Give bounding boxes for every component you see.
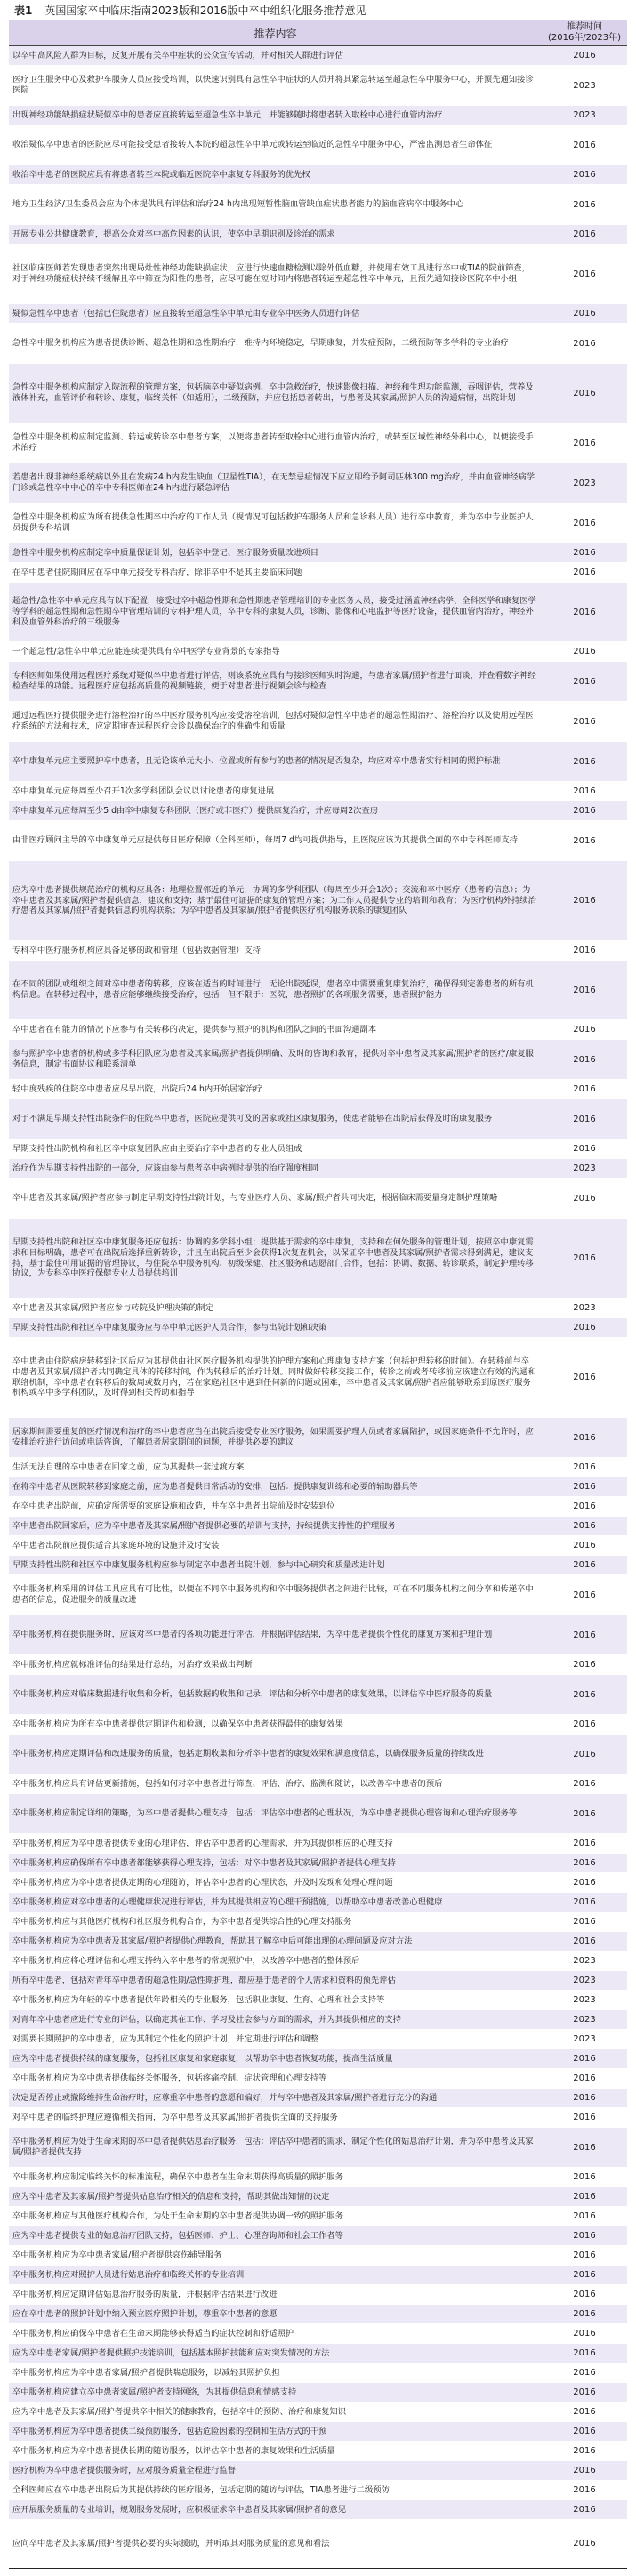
table-row: [9, 125, 627, 165]
recommendation-year: 2023: [573, 1163, 596, 1173]
table-row: [9, 1517, 627, 1536]
table-row: [9, 583, 627, 642]
table-row: [9, 742, 627, 782]
table-row: [9, 1080, 627, 1099]
recommendation-year: 2016: [573, 647, 596, 656]
recommendation-text: 开展专业公共健康教育，提高公众对卒中高危因素的认识，使卒中早期识别及诊治的需求: [12, 229, 335, 239]
table-row: [9, 1418, 627, 1458]
recommendation-year: 2016: [573, 199, 596, 210]
recommendation-year: 2016: [573, 1858, 596, 1868]
table-row: [9, 1893, 627, 1912]
table-row: [9, 1932, 627, 1952]
recommendation-year: 2016: [573, 1560, 596, 1570]
recommendation-year: 2016: [573, 338, 596, 349]
table-row: [9, 2422, 627, 2442]
recommendation-year: 2023: [573, 1303, 596, 1313]
recommendation-year: 2016: [573, 2211, 596, 2221]
recommendation-year: 2016: [573, 1114, 596, 1124]
table-caption: [9, 4, 627, 20]
table-row: [9, 364, 627, 423]
header-recommendation: 推荐内容: [254, 27, 297, 40]
recommendation-year: 2016: [573, 2309, 596, 2319]
table-row: [9, 1794, 627, 1834]
recommendation-year: 2016: [573, 2073, 596, 2083]
recommendation-text: 卒中患者及其家属/照护者应参与转院及护理决策的制定: [12, 1302, 214, 1313]
recommendation-year: 2016: [573, 2446, 596, 2456]
recommendation-year: 2016: [573, 2329, 596, 2339]
recommendation-text: 卒中服务机构应对临床数据进行收集和分析，包括数据的收集和记录，评估和分析卒中患者的康复效果，以评估卒中医疗服务的质量: [12, 1689, 493, 1700]
table-row: [9, 1179, 627, 1219]
recommendation-text: 医疗卫生服务中心及救护车服务人员应接受培训，以快速识别具有急性卒中症状的人员并将其紧急转运至超急性卒中服务中心，并预先通知接诊医院: [12, 75, 534, 95]
recommendation-year: 2016: [573, 2290, 596, 2299]
recommendation-text: 卒中服务机构应为卒中患者家属/照护者提供喘息服务，以减轻其照护负担: [12, 2367, 280, 2378]
recommendation-text: 卒中服务机构应确保卒中患者在生命末期能够获得适当的症状控制和舒适照护: [12, 2328, 294, 2339]
recommendation-text: 卒中服务机构应为卒中患者提供专业的心理评估，评估卒中患者的心理需求，并为其提供相应的心理支持: [12, 1838, 393, 1848]
recommendation-year: 2016: [573, 1323, 596, 1332]
recommendation-year: 2016: [573, 2093, 596, 2103]
table-row: [9, 2010, 627, 2030]
table-row: [9, 1458, 627, 1477]
recommendation-text: 急性卒中服务机构应为患者提供诊断、超急性期和急性期治疗，维持内环境稳定，早期康复，并发症预防，二级预防等多学科的专业治疗: [12, 338, 509, 349]
table-row: [9, 2207, 627, 2226]
recommendation-year: 2016: [573, 2054, 596, 2064]
recommendation-year: 2016: [573, 1025, 596, 1034]
recommendation-text: 卒中服务机构应与其他医疗机构和社区服务机构合作，为卒中患者提供综合性的心理支持服务: [12, 1916, 352, 1927]
recommendation-text: 卒中服务机构应定期评估和改进服务的质量，包括定期收集和分析卒中患者的康复效果和满意度信息，以确保服务质量的持续改进: [12, 1749, 484, 1759]
recommendation-text: 卒中服务机构应将心理评估和心理支持纳入卒中患者的常规照护中，以改善卒中患者的整体预后: [12, 1955, 360, 1966]
recommendation-text: 卒中服务机构应为所有卒中患者提供定期评估和检测，以确保卒中患者获得最佳的康复效果: [12, 1719, 343, 1729]
recommendation-year: 2016: [573, 1521, 596, 1531]
recommendation-year: 2016: [573, 1808, 596, 1819]
table-row: [9, 46, 627, 66]
table-row: [9, 1497, 627, 1517]
recommendation-text: 若患者出现非神经系统病以外且在发病24 h内发生缺血（卫星性TIA），在无禁忌症情况下应立即给予阿司匹林300 mg治疗，并由血管神经病学门诊或急性卒中中心的卒中专科医师在24 h内进行紧急评估: [12, 472, 535, 493]
recommendation-year: 2016: [573, 518, 596, 528]
recommendation-year: 2016: [573, 2250, 596, 2260]
table-row: [9, 1477, 627, 1497]
table-row: [9, 2226, 627, 2246]
recommendation-text: 应为卒中患者提供专业的姑息治疗团队支持，包括医师、护士、心理咨询师和社会工作者等: [12, 2230, 343, 2241]
recommendation-text: 早期支持性出院和社区卒中康复服务还应包括：协调的多学科小组；提供基于需求的卒中康复，支持和在何处服务的管理计划，按照卒中康复需求和目标明确，患者可在出院后选择重新转诊，并且在出院后至少会获得1次复查机会，以保证卒中患者及其家属/照护者需求得到满足，建议支持，基于最佳可用证据的管理协议，与住院卒中服务机构、初级保健、社区服务和志愿部门合作，包括：协调、数据、转诊联系，制定护理转移协议，为专科卒中医疗保健专业人员提供培训: [12, 1236, 534, 1279]
recommendation-text: 卒中服务机构在提供服务时，应该对卒中患者的各项功能进行评估，并根据评估结果，为卒中患者提供个性化的康复方案和护理计划: [12, 1630, 493, 1640]
recommendation-text: 卒中服务机构应具有评估更新措施，包括如何对卒中患者进行筛查、评估、治疗、监测和随访，以改善卒中患者的预后: [12, 1778, 443, 1789]
header-time-years: (2016年/2023年): [547, 33, 622, 43]
recommendation-text: 应向卒中患者及其家属/照护者提供必要的实际援助，并听取其对服务质量的意见和看法: [12, 2538, 330, 2548]
recommendation-text: 卒中服务机构应为卒中患者提供二级预防服务，包括危险因素的控制和生活方式的干预: [12, 2426, 327, 2436]
recommendation-year: 2016: [573, 1482, 596, 1492]
table-row: [9, 782, 627, 801]
recommendation-year: 2016: [573, 786, 596, 796]
recommendation-text: 卒中服务机构应建立卒中患者家属/照护者支持网络，为其提供信息和情感支持: [12, 2387, 297, 2397]
table-row: [9, 2266, 627, 2285]
table-label: 表1: [14, 4, 33, 17]
table-row: [9, 543, 627, 563]
table-row: [9, 2128, 627, 2168]
table-row: [9, 225, 627, 245]
table-row: [9, 1318, 627, 1338]
recommendation-text: 由非医疗顾问主导的卒中康复单元应提供每日医疗保障（全科医师），每周7 d均可提供指导，且医院应该为其提供全面的卒中专科医师支持: [12, 835, 518, 846]
recommendation-year: 2016: [573, 2113, 596, 2122]
recommendation-text: 对青年卒中患者应进行专业的评估，以确定其在工作、学习及社会参与方面的需求，并为其提供相应的支持: [12, 2014, 401, 2025]
recommendation-text: 决定是否停止或撤除维持生命治疗时，应尊重卒中患者的意愿和偏好，并与卒中患者及其家属/照护者进行充分的沟通: [12, 2092, 438, 2103]
recommendation-text: 卒中服务机构应为卒中患者提供长期的随访服务，以评估卒中患者的康复效果和生活质量: [12, 2445, 335, 2456]
recommendation-text: 卒中服务机构应就标准评估的结果进行总结，对治疗效果做出判断: [12, 1659, 253, 1670]
table-row: [9, 423, 627, 463]
recommendation-text: 治疗作为早期支持性出院的一部分，应该由参与患者卒中病例时提供的治疗强度相同: [12, 1163, 318, 1173]
table-row: [9, 2500, 627, 2520]
recommendation-year: 2016: [573, 1054, 596, 1065]
recommendation-text: 全科医师应在卒中患者出院后为其提供持续的医疗服务，包括定期的随访与评估，TIA患者进行二级预防: [12, 2484, 390, 2495]
table-row: [9, 1536, 627, 1556]
table-row: [9, 185, 627, 225]
table-row: [9, 503, 627, 543]
table-row: [9, 1159, 627, 1179]
recommendation-text: 对于不满足早期支持性出院条件的住院卒中患者，医院应提供可及的居家或社区康复服务，使患者能够在出院后获得及时的康复服务: [12, 1114, 493, 1124]
recommendation-text: 早期支持性出院和社区卒中康复服务机构应参与制定卒中患者出院计划，参与中心研究和质量改进计划: [12, 1559, 385, 1570]
recommendation-year: 2016: [573, 1936, 596, 1946]
recommendation-text: 应开展服务质量的专业培训，规划服务发展时，应积极征求卒中患者及其家属/照护者的意见: [12, 2504, 347, 2515]
table-row: [9, 2363, 627, 2383]
recommendation-text: 通过远程医疗提供服务进行溶栓治疗的卒中医疗服务机构应接受溶栓培训，包括对疑似急性卒中患者的超急性期治疗、溶栓治疗以及使用远程医疗系统的方法和技术，应定期审查远程医疗会诊以确保治疗的准确性和质量: [12, 711, 534, 731]
header-time-label: 推荐时间: [567, 22, 602, 32]
recommendation-text: 轻中度残疾的住院卒中患者应尽早出院，出院后24 h内开始居家治疗: [12, 1083, 262, 1094]
recommendation-text: 在卒中患者出院前，应确定所需要的家庭设施和改造，并在卒中患者出院前及时安装到位: [12, 1501, 335, 1511]
table-row: [9, 1615, 627, 1655]
recommendation-text: 应为卒中患者提供持续的康复服务，包括社区康复和家庭康复，以帮助卒中患者恢复功能，提高生活质量: [12, 2053, 393, 2064]
recommendation-year: 2023: [573, 110, 596, 120]
table-row: [9, 821, 627, 861]
table-row: [9, 1575, 627, 1615]
recommendation-table: [9, 20, 627, 2569]
table-row: [9, 1299, 627, 1318]
recommendation-text: 卒中服务机构应为卒中患者提供临终关怀服务，包括疼痛控制、症状管理和心理支持等: [12, 2073, 327, 2083]
recommendation-text: 所有卒中患者，包括对青年卒中患者的超急性期/急性期护理，都应基于患者的个人需求和资料的预先评估: [12, 1975, 396, 1985]
recommendation-year: 2016: [573, 229, 596, 239]
table-header: [9, 20, 627, 46]
recommendation-year: 2016: [573, 438, 596, 448]
recommendation-year: 2016: [573, 2142, 596, 2153]
recommendation-text: 应在卒中患者的照护计划中纳入预立医疗照护计划，尊重卒中患者的意愿: [12, 2308, 278, 2319]
recommendation-text: 卒中服务机构应制定详细的策略，为卒中患者提供心理支持，包括：评估卒中患者的心理状况，为卒中患者提供心理咨询和心理治疗服务等: [12, 1808, 518, 1819]
table-row: [9, 1219, 627, 1299]
recommendation-year: 2016: [573, 1373, 596, 1382]
recommendation-year: 2016: [573, 607, 596, 617]
recommendation-text: 急性卒中服务机构应为所有提供急性期卒中治疗的工作人员（视情况可包括救护车服务人员和急诊科人员）进行卒中教育，并为卒中专业医护人员提供专科培训: [12, 512, 534, 533]
recommendation-year: 2016: [573, 2192, 596, 2202]
recommendation-year: 2016: [573, 1541, 596, 1550]
table-row: [9, 1675, 627, 1715]
table-row: [9, 2246, 627, 2266]
table-row: [9, 941, 627, 961]
recommendation-year: 2023: [573, 478, 596, 488]
recommendation-year: 2023: [573, 1995, 596, 2005]
recommendation-text: 急性卒中服务机构应制定入院流程的管理方案，包括脑卒中疑似病例、卒中急救治疗，快速影像扫描、神经和生理功能监测，吞咽评估，营养及液体补充，血管评价和转诊、康复，临终关怀（如适用），二级预防，并应包括患者转出，与患者及其家属/照护人员的沟通病情，出院计划: [12, 382, 534, 403]
recommendation-year: 2016: [573, 2485, 596, 2495]
table-row: [9, 1556, 627, 1575]
table-row: [9, 801, 627, 821]
table-row: [9, 1873, 627, 1893]
recommendation-text: 对需要长期照护的卒中患者，应为其制定个性化的照护计划，并定期进行评估和调整: [12, 2033, 318, 2044]
table-title: 英国国家卒中临床指南2023版和2016版中卒中组织化服务推荐意见: [44, 4, 366, 17]
recommendation-year: 2016: [573, 1917, 596, 1927]
recommendation-text: 对卒中患者的临终护理应遵循相关指南，为卒中患者及其家属/照护者提供全面的支持服务: [12, 2112, 338, 2122]
recommendation-text: 应为卒中患者提供规范治疗的机构应具备：地理位置邻近的单元；协调的多学科团队（每周至少开会1次）；交流和卒中医疗（患者的信息）；为卒中患者及其家属/照护者提供信息，建议和支持；基于最佳可证据的康复的管理方案；为工作人员提供专业的培训和教育；为医疗机构外持续治疗患者及其家属/照护者提供信息的机构联系；为卒中患者及其家属/照护者提供医疗机构服务联系的康复团队: [12, 884, 536, 916]
recommendation-text: 以卒中高风险人群为目标，反复开展有关卒中症状的公众宣传活动，并对相关人群进行评估: [12, 50, 343, 60]
recommendation-text: 卒中服务机构应确保所有卒中患者都能够获得心理支持，包括：对卒中患者及其家属/照护者提供心理支持: [12, 1857, 396, 1868]
table-row: [9, 1854, 627, 1873]
recommendation-text: 急性卒中服务机构应制定监测、转运或转诊卒中患者方案，以便将患者转至取栓中心进行血管内治疗，或转至区域性神经外科中心，以便接受手术治疗: [12, 432, 534, 453]
recommendation-text: 卒中服务机构应对卒中患者的心理健康状况进行评估，并为其提供相应的心理干预措施，以帮助卒中患者改善心理健康: [12, 1896, 443, 1907]
recommendation-text: 专科医师如果使用远程医疗系统对疑似卒中患者进行评估，则该系统应具有与接诊医师实时沟通，与患者家属/照护者进行面谈，并查看数字神经检查结果的功能。远程医疗应包括高质量的视频链接，便于对患者进行视频会诊与检查: [12, 671, 536, 691]
recommendation-text: 卒中康复单元应主要照护卒中患者，且无论该单元大小、位置或所有参与的患者的情况是否复杂，均应对卒中患者实行相同的照护标准: [12, 756, 501, 767]
recommendation-year: 2016: [573, 1630, 596, 1640]
recommendation-text: 卒中患者及其家属/照护者应参与制定早期支持性出院计划，与专业医疗人员、家属/照护者共同决定，根据临床需要量身定制护理策略: [12, 1193, 498, 1203]
recommendation-text: 卒中服务机构应对照护人员进行姑息治疗和临终关怀的专业培训: [12, 2269, 245, 2280]
table-row: [9, 66, 627, 106]
table-row: [9, 2089, 627, 2108]
recommendation-year: 2016: [573, 1144, 596, 1154]
recommendation-text: 应为卒中患者及其家属/照护者提供卒中相关的健康教育，包括卒中的预防、治疗和康复知识: [12, 2406, 347, 2417]
recommendation-year: 2023: [573, 1956, 596, 1966]
table-row: [9, 1834, 627, 1854]
table-row: [9, 1020, 627, 1040]
table-row: [9, 2520, 627, 2568]
table-row: [9, 1775, 627, 1794]
table-row: [9, 245, 627, 304]
recommendation-year: 2016: [573, 1839, 596, 1848]
recommendation-year: 2016: [573, 1689, 596, 1700]
table-row: [9, 2383, 627, 2403]
recommendation-text: 地方卫生经济/卫生委员会应为个体提供具有评估和治疗24 h内出现短暂性脑血管缺血症状患者能力的脑血管病卒中服务中心: [12, 199, 464, 210]
recommendation-year: 2016: [573, 946, 596, 955]
recommendation-year: 2016: [573, 1084, 596, 1094]
recommendation-text: 专科卒中医疗服务机构应具备足够的政和管理（包括数据管理）支持: [12, 945, 261, 955]
table-row: [9, 2069, 627, 2089]
recommendation-text: 卒中服务机构应制定临终关怀的标准流程，确保卒中患者在生命末期获得高质量的照护服务: [12, 2171, 343, 2182]
table-row: [9, 2403, 627, 2422]
recommendation-year: 2016: [573, 806, 596, 816]
table-row: [9, 106, 627, 125]
recommendation-text: 卒中服务机构应定期评估姑息治疗服务的质量，并根据评估结果进行改进: [12, 2289, 278, 2299]
recommendation-year: 2016: [573, 2172, 596, 2182]
recommendation-year: 2016: [573, 1432, 596, 1443]
recommendation-year: 2016: [573, 2427, 596, 2436]
table-row: [9, 2481, 627, 2500]
recommendation-year: 2023: [573, 80, 596, 91]
table-row: [9, 2168, 627, 2187]
recommendation-text: 急性卒中服务机构应制定卒中质量保证计划，包括卒中登记、医疗服务质量改进项目: [12, 547, 318, 558]
recommendation-year: 2016: [573, 309, 596, 318]
table-row: [9, 702, 627, 742]
recommendation-year: 2016: [573, 1590, 596, 1600]
recommendation-year: 2016: [573, 1749, 596, 1759]
recommendation-text: 参与照护卒中患者的机构或多学科团队应为患者及其家属/照护者提供明确、及时的咨询和教育，提供对卒中患者及其家属/照护者的医疗/康复服务信息，制定书面协议和联系清单: [12, 1049, 534, 1069]
table-row: [9, 2049, 627, 2069]
recommendation-text: 卒中服务机构应为年轻的卒中患者提供年龄相关的专业服务，包括职业康复、生育、心理和社会支持等: [12, 1994, 385, 2005]
table-row: [9, 2461, 627, 2481]
recommendation-year: 2016: [573, 568, 596, 577]
table-row: [9, 1099, 627, 1139]
table-row: [9, 1991, 627, 2010]
recommendation-text: 卒中服务机构应为卒中患者提供定期的心理随访，评估卒中患者的心理状态，并及时发现和处理心理问题: [12, 1877, 393, 1888]
recommendation-year: 2016: [573, 1897, 596, 1907]
table-row: [9, 304, 627, 324]
recommendation-text: 应为卒中患者及其家属/照护者提供姑息治疗相关的信息和支持，帮助其做出知情的决定: [12, 2191, 330, 2202]
recommendation-year: 2016: [573, 1779, 596, 1789]
table-row: [9, 1912, 627, 1932]
recommendation-year: 2016: [573, 2407, 596, 2417]
table-row: [9, 2187, 627, 2207]
recommendation-text: 卒中患者出院回家后，应为卒中患者及其家属/照护者提供必要的培训与支持，持续提供支持性的护理服务: [12, 1520, 396, 1531]
recommendation-text: 生活无法自理的卒中患者在回家之前，应为其提供一套过渡方案: [12, 1461, 245, 1472]
recommendation-text: 医疗机构为卒中患者提供服务时，应对服务质量全程进行监督: [12, 2465, 237, 2475]
recommendation-year: 2016: [573, 896, 596, 906]
recommendation-year: 2016: [573, 2466, 596, 2475]
table-row: [9, 2324, 627, 2344]
recommendation-year: 2023: [573, 2015, 596, 2025]
recommendation-year: 2016: [573, 985, 596, 995]
recommendation-text: 收治疑似卒中患者的医院应尽可能接受患者接转入本院的超急性卒中单元或转运至临近的急性卒中服务中心，严密监测患者生命体征: [12, 140, 493, 150]
table-row: [9, 463, 627, 503]
recommendation-year: 2016: [573, 676, 596, 687]
recommendation-text: 卒中患者由住院病房转移到社区后应为其提供由社区医疗服务机构提供的护理方案和心理康复支持方案（包括护理转移的时间）。在转移前与卒中患者及其家属/照护者共同确定具体的转移时间，作为转移后的治疗计划。同时做好转移交接工作，转诊之前或者转移前应该建立有效的沟通和联络机制，卒中患者在转移后的数周或数月内，若在家庭/社区中遇到任何新的问题或困难，卒中患者及其家属/照护者应能够联系到原医疗服务机构或卒中多学科团队，及时得到相关帮助和指导: [12, 1356, 536, 1398]
recommendation-year: 2016: [573, 51, 596, 60]
table-row: [9, 1655, 627, 1675]
recommendation-year: 2016: [573, 756, 596, 767]
recommendation-text: 社区临床医师若发现患者突然出现局灶性神经功能缺损症状，应进行快速血糖检测以除外低血糖，并使用有效工具进行卒中或TIA的院前筛查，对于神经功能症状持续不缓解且卒中筛查为阳性的患者，应尽可能在短时间内将患者转运至超急性卒中单元，且预先通知接诊医院卒中小组: [12, 263, 530, 284]
recommendation-text: 卒中患者在有能力的情况下应参与有关转移的决定，提供参与照护的机构和团队之间的书面沟通副本: [12, 1024, 377, 1034]
table-row: [9, 1338, 627, 1418]
recommendation-text: 早期支持性出院和社区卒中康复服务应与卒中单元医护人员合作，参与出院计划和决策: [12, 1322, 327, 1332]
table-row: [9, 1139, 627, 1159]
recommendation-year: 2016: [573, 2539, 596, 2548]
recommendation-year: 2016: [573, 1193, 596, 1203]
table-row: [9, 2285, 627, 2305]
recommendation-year: 2016: [573, 835, 596, 846]
table-row: [9, 324, 627, 364]
table-row: [9, 1715, 627, 1735]
recommendation-year: 2016: [573, 1660, 596, 1670]
recommendation-text: 卒中服务机构应为处于生命末期的卒中患者提供姑息治疗服务，包括：评估卒中患者的需求，制定个性化的姑息治疗计划，并为卒中患者及其家属/照护者提供支持: [12, 2137, 534, 2157]
table-row: [9, 165, 627, 185]
recommendation-year: 2016: [573, 1719, 596, 1729]
recommendation-year: 2016: [573, 1501, 596, 1511]
table-row: [9, 1971, 627, 1991]
recommendation-text: 收治卒中患者的医院应具有将患者转至本院或临近医院卒中康复专科服务的优先权: [12, 169, 310, 180]
recommendation-text: 在将卒中患者从医院转移到家庭之前，应为患者提供日常活动的安排，包括：提供康复训练和必要的辅助器具等: [12, 1481, 418, 1492]
recommendation-text: 居家期间需要重复的医疗情况和治疗的卒中患者应当在出院后接受专业医疗服务，如果需要护理人员或者家属陪护，或因家庭条件不允许时，应安排治疗进行访问或电话咨询，了解患者居家期间的问题，并提供必要的建议: [12, 1427, 534, 1447]
recommendation-text: 卒中康复单元应每周至少5 d由卒中康复专科团队（医疗或非医疗）提供康复治疗，并应每周2次查房: [12, 805, 379, 816]
recommendation-year: 2023: [573, 1976, 596, 1985]
table-row: [9, 2344, 627, 2363]
table-body: [9, 46, 627, 2568]
recommendation-year: 2016: [573, 269, 596, 279]
recommendation-year: 2016: [573, 2231, 596, 2241]
recommendation-year: 2016: [573, 2387, 596, 2397]
recommendation-year: 2016: [573, 2348, 596, 2358]
recommendation-year: 2016: [573, 2270, 596, 2280]
table-row: [9, 1952, 627, 1971]
recommendation-year: 2016: [573, 2368, 596, 2378]
recommendation-text: 一个超急性/急性卒中单元应能连续提供具有卒中医学专业背景的专家指导: [12, 646, 280, 656]
recommendation-text: 在不同的团队或组织之间对卒中患者的转移，应该在适当的时间进行，无论出院延误，患者卒中需要重复康复治疗，确保得到完善患者的所有机构信息。在转移过程中，患者应能够继续接受治疗，包括：但不限于：医院，患者照护的各项服务需要，患者照护能力: [12, 979, 534, 1000]
table-row: [9, 662, 627, 702]
table-row: [9, 2442, 627, 2461]
recommendation-year: 2016: [573, 170, 596, 180]
recommendation-text: 早期支持性出院机构和社区卒中康复团队应由主要治疗卒中患者的专业人员组成: [12, 1143, 302, 1154]
recommendation-text: 卒中服务机构应为卒中患者家属/照护者提供哀伤辅导服务: [12, 2250, 222, 2260]
recommendation-year: 2016: [573, 140, 596, 150]
table-row: [9, 563, 627, 583]
recommendation-text: 超急性/急性卒中单元应具有以下配置，接受过卒中超急性期和急性期患者管理培训的专业医务人员，接受过涵盖神经病学、全科医学和康复医学等学科的超急性期和急性期卒中管理培训的专科护理人员，卒中专科的康复人员，诊断、影像和心电监护等医疗设备，提供血管内治疗，神经外科及血管外科治疗的三级服务: [12, 596, 536, 627]
recommendation-year: 2016: [573, 388, 596, 398]
recommendation-text: 卒中患者出院前应提供适合其家庭环境的设施并及时安装: [12, 1540, 220, 1550]
recommendation-text: 疑似急性卒中患者（包括已住院患者）应直接转至超急性卒中单元由专业卒中医务人员进行评估: [12, 308, 360, 318]
recommendation-text: 卒中康复单元应每周至少召开1次多学科团队会议以讨论患者的康复进展: [12, 785, 275, 796]
recommendation-year: 2023: [573, 2034, 596, 2044]
table-row: [9, 1735, 627, 1775]
recommendation-text: 在卒中患者住院期间应在卒中单元接受专科治疗，除非卒中不是其主要临床问题: [12, 567, 302, 577]
recommendation-text: 应为卒中患者家属/照护者提供照护技能培训，包括基本照护技能和应对突发情况的方法: [12, 2347, 330, 2358]
recommendation-year: 2016: [573, 2505, 596, 2515]
recommendation-year: 2016: [573, 1253, 596, 1263]
recommendation-year: 2016: [573, 716, 596, 727]
table-row: [9, 642, 627, 662]
recommendation-text: 卒中服务机构应为卒中患者及其家属/照护者提供心理教育，帮助其了解卒中后可能出现的心理问题及应对方法: [12, 1936, 413, 1946]
table-row: [9, 2030, 627, 2049]
recommendation-year: 2016: [573, 548, 596, 558]
header-time: [542, 20, 627, 45]
table-row: [9, 1040, 627, 1080]
recommendation-text: 卒中服务机构应与其他医疗机构合作，为处于生命末期的卒中患者提供协调一致的照护服务: [12, 2210, 343, 2221]
recommendation-text: 卒中服务机构采用的评估工具应具有可比性，以便在不同卒中服务机构和卒中服务提供者之间进行比较，可在不同服务机构之间分享和传递卒中患者的信息，促进服务的质量改进: [12, 1584, 534, 1605]
recommendation-year: 2016: [573, 1462, 596, 1472]
table-row: [9, 2305, 627, 2324]
table-row: [9, 961, 627, 1020]
recommendation-year: 2016: [573, 1878, 596, 1888]
recommendation-text: 出现神经功能缺损症状疑似卒中的患者应直接转运至超急性卒中单元，并能够随时将患者转入取栓中心进行血管内治疗: [12, 109, 443, 120]
table-row: [9, 2108, 627, 2128]
table-row: [9, 861, 627, 941]
